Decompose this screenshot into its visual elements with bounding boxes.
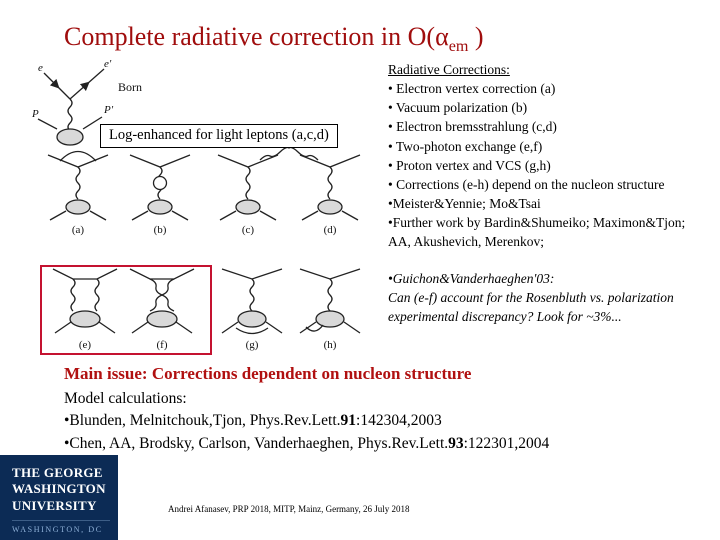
label-h: (h) <box>323 339 337 351</box>
gwu-logo <box>0 455 118 540</box>
diagram-h <box>300 269 360 333</box>
label-b: (b) <box>153 224 167 236</box>
diagram-d <box>288 148 360 221</box>
title-suffix: ) <box>468 22 484 51</box>
reference-chen <box>64 433 549 455</box>
ref1-volume: 91 <box>340 412 357 430</box>
bullet-proton-vertex: • Proton vertex and VCS (g,h) <box>388 157 551 173</box>
label-g: (g) <box>245 339 259 351</box>
logo-line2: WASHINGTON <box>12 481 106 497</box>
bullet-meister-yennie: •Meister&Yennie; Mo&Tsai <box>388 196 541 212</box>
diagram-g <box>222 269 282 334</box>
ref1-pre: •Blunden, Melnitchouk,Tjon, Phys.Rev.Lett. <box>64 412 341 430</box>
guichon-note-head: •Guichon&Vanderhaeghen'03: <box>388 270 555 286</box>
panel-heading: Radiative Corrections: <box>388 62 510 77</box>
label-f: (f) <box>156 339 168 351</box>
diagram-a <box>48 152 108 221</box>
label-a: (a) <box>71 224 85 236</box>
radiative-corrections-panel <box>388 60 702 326</box>
model-calculations-heading: Model calculations: <box>64 390 187 407</box>
logo-city: WASHINGTON, DC <box>12 520 110 535</box>
label-e-out: e' <box>104 58 112 70</box>
diagram-b <box>130 155 190 220</box>
label-p-out: P' <box>104 104 114 116</box>
logo-line3: UNIVERSITY <box>12 497 97 513</box>
label-e-in: e <box>38 62 43 74</box>
main-issue-statement: Main issue: Corrections dependent on nucleon structure <box>64 364 472 383</box>
page-title <box>64 22 484 56</box>
ref2-post: :122301,2004 <box>463 434 550 452</box>
title-subscript: em <box>448 38 469 56</box>
two-photon-highlight-box <box>40 265 212 355</box>
ref2-pre: •Chen, AA, Brodsky, Carlson, Vanderhaeghen, Phys.Rev.Lett. <box>64 434 449 452</box>
bullet-two-photon: • Two-photon exchange (e,f) <box>388 138 543 154</box>
logo-line1: THE GEORGE <box>12 465 103 480</box>
bullet-electron-vertex: • Electron vertex correction (a) <box>388 81 556 97</box>
bullet-vacuum-polarization: • Vacuum polarization (b) <box>388 100 528 116</box>
label-d: (d) <box>323 224 337 236</box>
log-enhanced-callout: Log-enhanced for light leptons (a,c,d) <box>100 124 338 148</box>
ref2-volume: 93 <box>448 434 464 452</box>
bullet-further-work: •Further work by Bardin&Shumeiko; Maximon&Tjon; AA, Akushevich, Merenkov; <box>388 215 686 250</box>
title-prefix: Complete radiative correction in O(α <box>64 22 449 51</box>
guichon-note <box>388 269 702 326</box>
label-e: (e) <box>78 339 92 351</box>
guichon-note-body: Can (e-f) account for the Rosenbluth vs. polarization experimental discrepancy? Look for ~3%... <box>388 289 674 324</box>
slide-footer-credit: Andrei Afanasev, PRP 2018, MITP, Mainz, Germany, 26 July 2018 <box>168 504 410 514</box>
ref1-post: :142304,2003 <box>356 412 442 430</box>
bullet-nucleon-structure: • Corrections (e-h) depend on the nucleon structure <box>388 176 665 192</box>
reference-blunden <box>64 410 549 432</box>
bullet-bremsstrahlung: • Electron bremsstrahlung (c,d) <box>388 119 557 135</box>
model-calculations-block <box>64 388 549 455</box>
label-born: Born <box>118 80 142 94</box>
born-diagram <box>38 69 104 145</box>
label-c: (c) <box>241 224 255 236</box>
diagram-c <box>218 148 290 221</box>
label-p-in: P <box>32 108 39 120</box>
